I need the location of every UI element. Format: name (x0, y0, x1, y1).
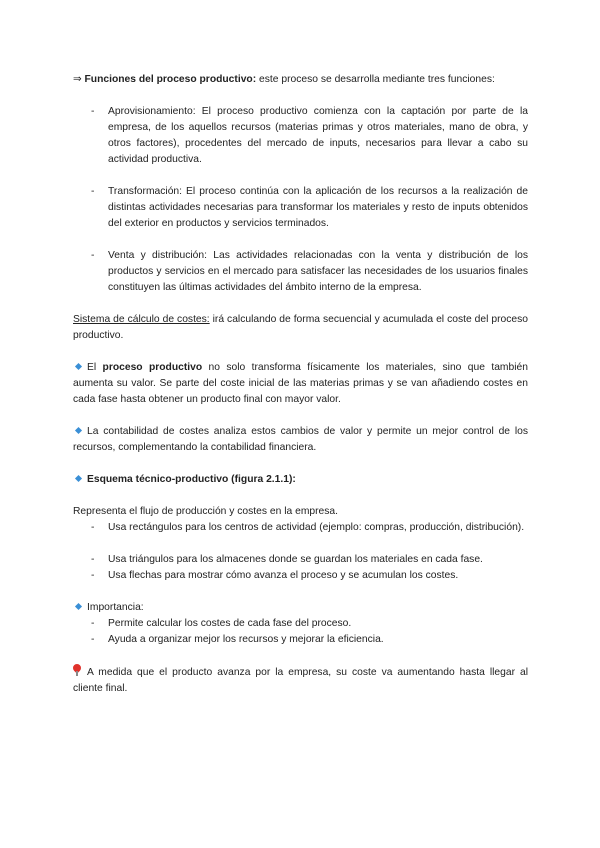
list-dash: - (91, 250, 95, 261)
costing-label: Sistema de cálculo de costes: (73, 314, 210, 325)
intro-text: este proceso se desarrolla mediante tres funciones: (256, 74, 495, 85)
intro-paragraph (73, 72, 528, 88)
schema-intro: Representa el flujo de producción y costes en la empresa. (73, 506, 339, 517)
costing-paragraph (73, 312, 528, 344)
schema-item: Usa triángulos para los almacenes donde se guardan los materiales en cada fase. (108, 554, 483, 565)
importance-item: Permite calcular los costes de cada fase del proceso. (108, 618, 352, 629)
blue-diamond-icon (75, 475, 82, 482)
bullet-esquema (73, 472, 528, 488)
list-dash: - (91, 106, 95, 117)
bullet-contabilidad: La contabilidad de costes analiza estos cambios de valor y permite un mejor control de los recursos, complementando la contabilidad financiera. (73, 426, 528, 453)
schema-item: Usa rectángulos para los centros de actividad (ejemplo: compras, producción, distribución). (108, 522, 525, 533)
function-venta: Venta y distribución: Las actividades relacionadas con la venta y distribución de los productos y servicios en el mercado para satisfacer las necesidades de los usuarios finales constituyen las últimas actividades del ámbito interno de la empresa. (108, 250, 528, 293)
blue-diamond-icon (75, 603, 82, 610)
list-dash: - (91, 522, 95, 533)
list-dash: - (91, 570, 95, 581)
list-dash: - (91, 186, 95, 197)
bold-term: proceso productivo (102, 362, 203, 373)
importance-item: Ayuda a organizar mejor los recursos y mejorar la eficiencia. (108, 634, 384, 645)
importance-heading: Importancia: (73, 600, 528, 616)
costing-text: irá calculando de forma secuencial y acumulada el coste del proceso productivo. (73, 314, 529, 341)
conclusion-paragraph: A medida que el producto avanza por la empresa, su coste va aumentando hasta llegar al cliente final. (73, 664, 528, 697)
arrow-icon: ⇒ (73, 74, 82, 85)
bullet-proceso-productivo: El proceso productivo no solo transforma físicamente los materiales, sino que también aumenta su valor. Se parte del coste inicial de las materias primas y se van añadiendo costes en cada fase hasta obtener un producto final con mayor valor. (73, 362, 528, 405)
list-dash: - (91, 554, 95, 565)
esquema-heading: Esquema técnico-productivo (figura 2.1.1): (87, 474, 296, 485)
intro-heading: Funciones del proceso productivo: (84, 74, 257, 85)
blue-diamond-icon (75, 363, 82, 370)
list-dash: - (91, 634, 95, 645)
schema-item: Usa flechas para mostrar cómo avanza el proceso y se acumulan los costes. (108, 570, 459, 581)
list-dash: - (91, 618, 95, 629)
function-aprovisionamiento: Aprovisionamiento: El proceso productivo comienza con la captación por parte de la empresa, de los aquellos recursos (materias primas y otros materiales, mano de obra, y otros factores), procedentes del mercado de inputs, necesarios para llevar a cabo su actividad productiva. (108, 106, 528, 165)
pushpin-icon (73, 664, 82, 676)
blue-diamond-icon (75, 427, 82, 434)
function-transformacion: Transformación: El proceso continúa con la aplicación de los recursos a la realización de distintas actividades necesarias para transformar los materiales y resto de inputs obtenidos del exterior en productos y servicios terminados. (108, 186, 528, 229)
